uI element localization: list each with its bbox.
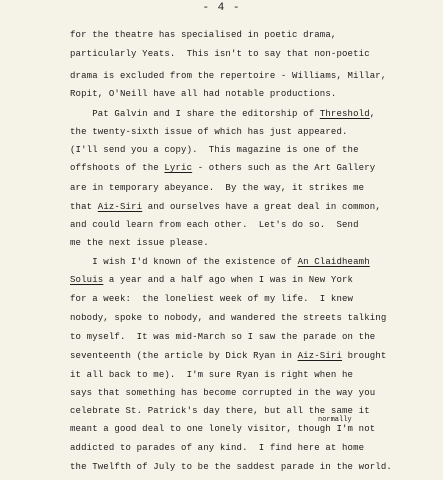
underlined-title: An Claidheamh	[297, 257, 370, 267]
text-segment: - others such as the Art Gallery	[192, 163, 376, 173]
text-line	[70, 126, 348, 138]
text-line	[70, 293, 353, 305]
text-segment: for the theatre has specialised in poetic drama,	[70, 30, 337, 40]
text-line	[70, 256, 370, 268]
underlined-title: Aiz-Siri	[97, 202, 143, 212]
underlined-title: Soluis	[70, 275, 104, 285]
text-segment: brought	[342, 351, 387, 361]
text-segment: and ourselves have a great deal in common,	[142, 202, 381, 212]
text-segment: for a week: the loneliest week of my life. I knew	[70, 294, 354, 304]
text-segment: says that something has become corrupted in the way you	[70, 388, 376, 398]
text-segment: seventeenth (the article by Dick Ryan in	[70, 351, 298, 361]
text-line	[70, 88, 336, 100]
text-segment: it all back to me). I'm sure Ryan is right when he	[70, 370, 354, 380]
text-segment: addicted to parades of any kind. I find here at home	[70, 443, 365, 453]
page-number: - 4 -	[202, 2, 241, 14]
text-segment: me the next issue please.	[70, 238, 209, 248]
text-segment: the Twelfth of July to be the saddest parade in the world.	[70, 462, 392, 472]
text-line	[70, 237, 209, 249]
text-segment: a year and a half ago when I was in New York	[103, 275, 354, 285]
text-segment: (I'll send you a copy). This magazine is one of the	[70, 145, 359, 155]
text-line	[70, 331, 375, 343]
text-line	[70, 29, 336, 41]
text-segment: the twenty-sixth issue of which has just appeared.	[70, 127, 348, 137]
text-segment: drama is excluded from the repertoire - Williams, Millar,	[70, 71, 387, 81]
text-segment: celebrate St. Patrick's day there, but all the same it	[70, 406, 370, 416]
underlined-title: Aiz-Siri	[297, 351, 343, 361]
text-segment: and could learn from each other. Let's do so. Send	[70, 220, 359, 230]
text-segment: are in temporary abeyance. By the way, it strikes me	[70, 183, 365, 193]
text-line	[70, 162, 375, 174]
text-segment: Pat Galvin and I share the editorship of	[70, 109, 320, 119]
text-segment: meant a good deal to one lonely visitor, though I'm not	[70, 424, 376, 434]
text-line	[70, 274, 353, 286]
underlined-title: Lyric	[164, 163, 193, 173]
text-line	[70, 182, 364, 194]
text-line	[70, 312, 386, 324]
text-segment: Ropit, O'Neill have all had notable productions.	[70, 89, 337, 99]
text-segment: I wish I'd known of the existence of	[70, 257, 298, 267]
text-segment: ,	[369, 109, 376, 119]
text-line	[70, 387, 375, 399]
text-line	[70, 201, 381, 213]
text-segment: nobody, spoke to nobody, and wandered the streets talking	[70, 313, 387, 323]
text-line	[70, 461, 392, 473]
text-line	[70, 423, 375, 435]
text-line	[70, 70, 386, 82]
text-line	[70, 144, 359, 156]
text-line	[70, 48, 370, 60]
underlined-title: Threshold	[319, 109, 370, 119]
text-line	[70, 442, 364, 454]
handwritten-insert: normally	[318, 416, 352, 424]
text-line	[70, 219, 359, 231]
text-line	[70, 369, 353, 381]
text-segment: to myself. It was mid-March so I saw the parade on the	[70, 332, 376, 342]
text-segment: that	[70, 202, 98, 212]
text-line	[70, 108, 375, 120]
text-segment: offshoots of the	[70, 163, 165, 173]
text-segment: particularly Yeats. This isn't to say that non-poetic	[70, 49, 370, 59]
text-line	[70, 350, 386, 362]
